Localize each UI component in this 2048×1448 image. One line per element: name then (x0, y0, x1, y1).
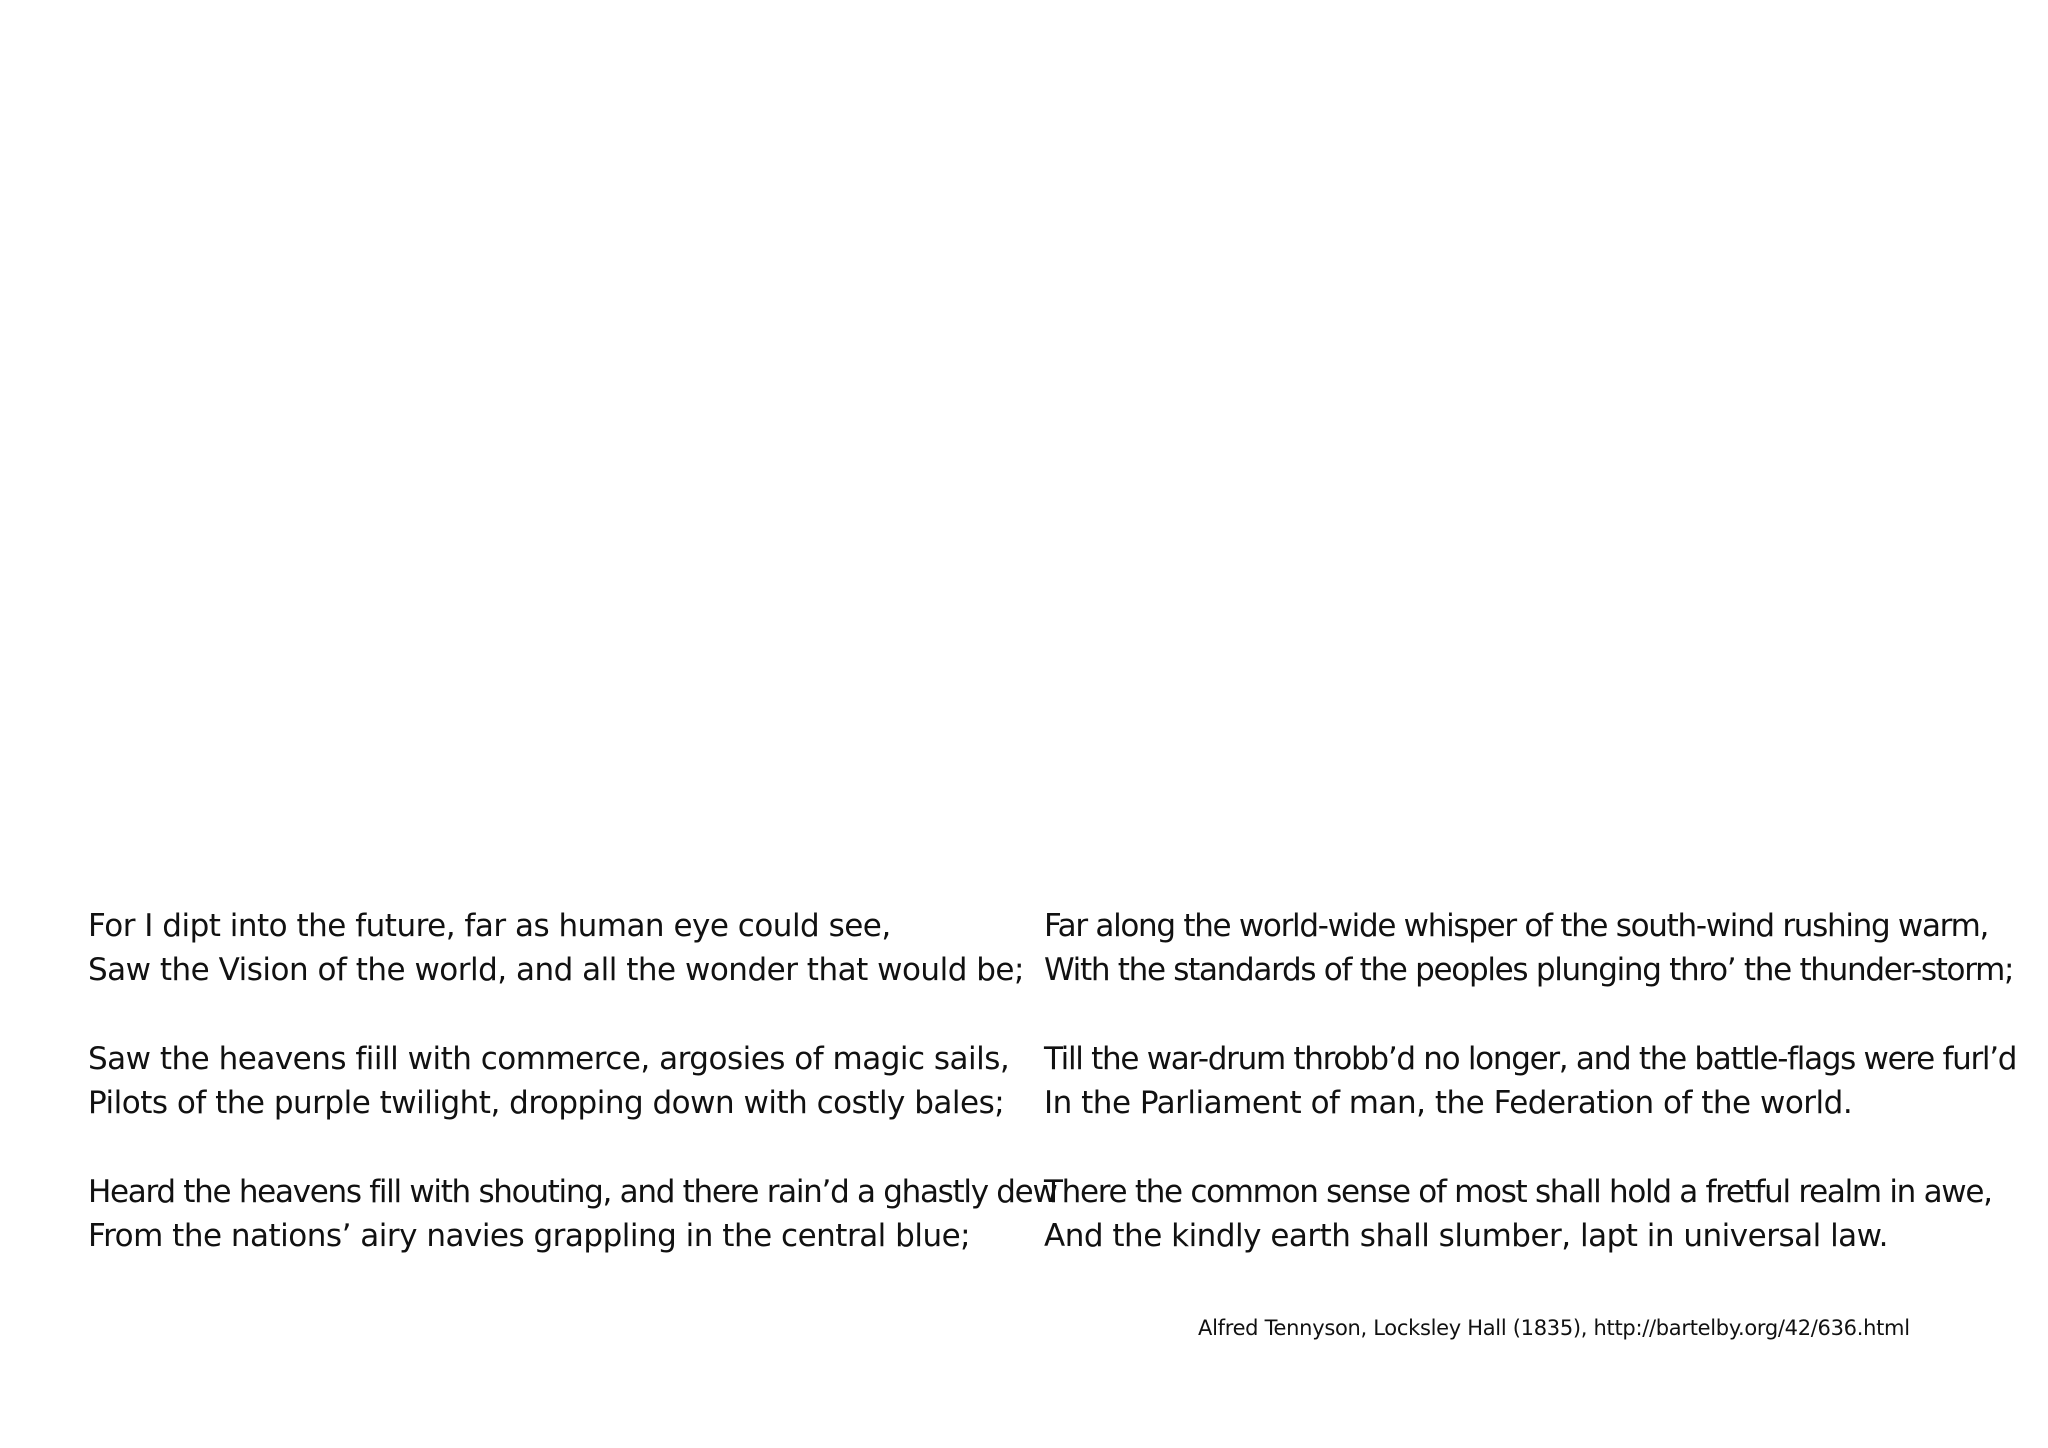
poem-line: Saw the Vision of the world, and all the wonder that would be; (88, 952, 1024, 988)
stanza (1044, 1037, 2017, 1125)
poem-line: There the common sense of most shall hold a fretful realm in awe, (1044, 1174, 1992, 1210)
poem-left-column (88, 904, 1057, 1258)
stanza (1044, 1170, 2008, 1258)
poem-line: Pilots of the purple twilight, dropping down with costly bales; (88, 1085, 1005, 1121)
stanza (88, 1170, 1057, 1258)
poem-right-column (1044, 904, 2017, 1258)
poem-line: From the nations’ airy navies grappling in the central blue; (88, 1218, 971, 1254)
stanza (1044, 904, 2014, 992)
poem (88, 904, 2017, 1258)
poem-line: Saw the heavens fiill with commerce, argosies of magic sails, (88, 1041, 1010, 1077)
stanza (88, 1037, 1044, 1125)
poem-line: For I dipt into the future, far as human eye could see, (88, 908, 891, 944)
poem-line: Far along the world-wide whisper of the south-wind rushing warm, (1044, 908, 1989, 944)
poem-line: With the standards of the peoples plunging thro’ the thunder-storm; (1044, 952, 2014, 988)
attribution: Alfred Tennyson, Locksley Hall (1835), http://bartelby.org/42/636.html (1198, 1316, 1910, 1340)
poem-line: And the kindly earth shall slumber, lapt in universal law. (1044, 1218, 1889, 1254)
stanza (88, 904, 1044, 992)
poem-line: In the Parliament of man, the Federation of the world. (1044, 1085, 1853, 1121)
poem-line: Heard the heavens fill with shouting, and there rain’d a ghastly dew (88, 1174, 1057, 1210)
poem-line: Till the war-drum throbb’d no longer, and the battle-flags were furl’d (1044, 1041, 2017, 1077)
